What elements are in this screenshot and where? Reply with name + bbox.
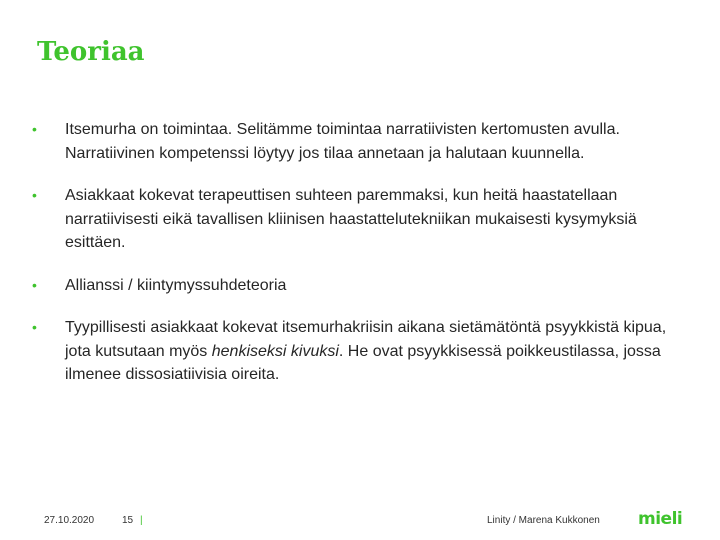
bullet-icon: • [32,276,37,293]
bullet-item [30,118,670,165]
bullet-item [30,316,670,387]
bullet-icon: • [32,121,37,137]
footer-separator: | [140,515,143,526]
bullet-text-start: Tyypillisesti asiakkaat kokevat itsemurhakriisin aikana sietämätöntä psyykkistä kipua, jota kutsutaan myös [65,319,667,360]
footer-author: Linity / Marena Kukkonen [487,515,600,526]
mieli-logo: mieli [638,509,683,529]
bullet-text: Itsemurha on toimintaa. Selitämme toimintaa narratiivisten kertomusten avulla. Narratiivinen kompetenssi löytyy jos tilaa annetaan ja halutaan kuunnella. [65,121,620,162]
bullet-icon: • [32,187,37,203]
bullet-emphasis: henkiseksi kivuksi [211,342,339,360]
bullet-item [30,184,670,255]
page-number: 15 [122,515,134,526]
bullet-text: Allianssi / kiintymyssuhdeteoria [65,276,287,294]
bullet-list [30,118,670,406]
bullet-text-end: . He ovat psyykkisessä poikkeustilassa, jossa ilmenee dissosiatiivisia oireita. [65,342,661,383]
slide-title: Teoriaa [37,37,145,67]
footer-date: 27.10.2020 [44,515,95,526]
bullet-text: Asiakkaat kokevat terapeuttisen suhteen paremmaksi, kun heitä haastatellaan narratiivisesti eikä tavallisen kliinisen haastattelutekniikan mukaisesti kysymyksiä esittäen. [65,187,637,251]
bullet-item [30,274,670,298]
bullet-icon: • [32,319,37,335]
